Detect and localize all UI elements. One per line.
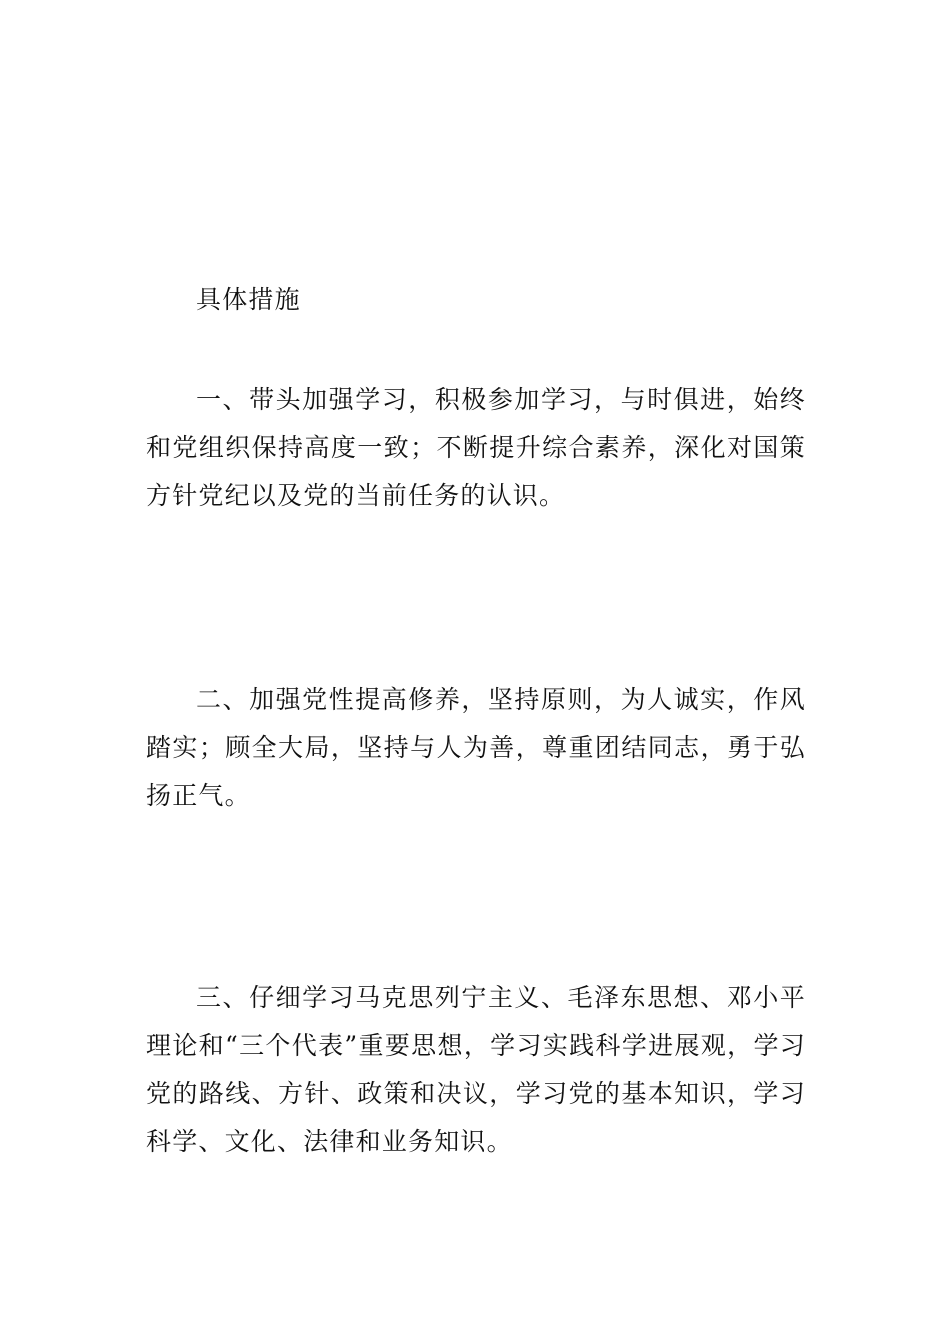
measure-paragraph-1: 一、带头加强学习，积极参加学习，与时俱进，始终和党组织保持高度一致；不断提升综合素养，深化对国策方针党纪以及党的当前任务的认识。 (146, 385, 806, 510)
measure-item-2 (146, 676, 806, 820)
measure-item-3 (146, 974, 806, 1166)
section-heading-block (146, 276, 806, 324)
measure-paragraph-3: 三、仔细学习马克思列宁主义、毛泽东思想、邓小平理论和“三个代表”重要思想，学习实践科学进展观，学习党的路线、方针、政策和决议，学习党的基本知识，学习科学、文化、法律和业务知识。 (146, 983, 806, 1156)
measure-item-1 (146, 376, 806, 520)
section-heading: 具体措施 (196, 285, 301, 314)
measure-paragraph-2: 二、加强党性提高修养，坚持原则，为人诚实，作风踏实；顾全大局，坚持与人为善，尊重团结同志，勇于弘扬正气。 (146, 685, 806, 810)
